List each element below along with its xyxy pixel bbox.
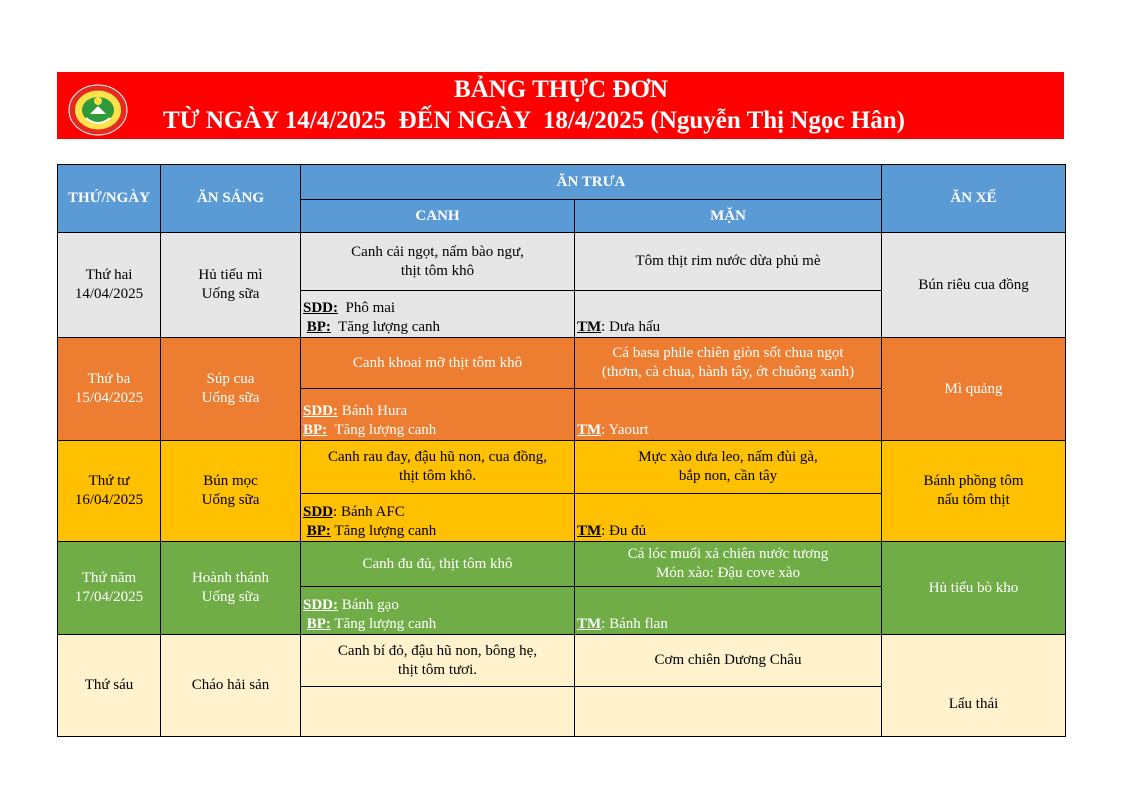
savory-cell: Tôm thịt rim nước dừa phủ mè: [575, 233, 882, 291]
day-cell: Thứ sáu: [58, 635, 161, 737]
table-row: [58, 542, 1066, 587]
menu-table-container: [57, 164, 1065, 712]
header-soup: CANH: [301, 200, 575, 233]
soup-cell: Canh cải ngọt, nấm bào ngư, thịt tôm khô: [301, 233, 575, 291]
header-breakfast: ĂN SÁNG: [161, 165, 301, 233]
soup-cell: Canh rau đay, đậu hũ non, cua đồng, thịt tôm khô.: [301, 441, 575, 494]
breakfast-cell: Cháo hải sản: [161, 635, 301, 737]
dessert-cell: [575, 687, 882, 737]
dessert-cell: TM: Yaourt: [575, 389, 882, 441]
soup-extra-cell: SDD: Phô mai BP: Tăng lượng canh: [301, 291, 575, 338]
snack-cell: Bún riêu cua đồng: [882, 233, 1066, 338]
day-cell: Thứ năm 17/04/2025: [58, 542, 161, 635]
savory-cell: Cơm chiên Dương Châu: [575, 635, 882, 687]
table-row: [58, 233, 1066, 291]
savory-cell: Cá basa phile chiên giòn sốt chua ngọt (thơm, cà chua, hành tây, ớt chuông xanh): [575, 338, 882, 389]
soup-extra-cell: SDD: Bánh gạo BP: Tăng lượng canh: [301, 587, 575, 635]
dessert-cell: TM: Đu đủ: [575, 494, 882, 542]
breakfast-cell: Súp cua Uống sữa: [161, 338, 301, 441]
soup-extra-cell: [301, 687, 575, 737]
day-cell: Thứ hai 14/04/2025: [58, 233, 161, 338]
header-day: THỨ/NGÀY: [58, 165, 161, 233]
soup-extra-cell: SDD: Bánh Hura BP: Tăng lượng canh: [301, 389, 575, 441]
table-row: [58, 441, 1066, 494]
savory-cell: Mực xào dưa leo, nấm đùi gà, bắp non, cần tây: [575, 441, 882, 494]
savory-cell: Cá lóc muối xả chiên nước tương Món xào: Đậu cove xào: [575, 542, 882, 587]
soup-cell: Canh bí đỏ, đậu hũ non, bông hẹ, thịt tôm tươi.: [301, 635, 575, 687]
table-row: [58, 635, 1066, 687]
menu-title: BẢNG THỰC ĐƠN: [454, 76, 668, 103]
menu-date-range: TỪ NGÀY 14/4/2025 ĐẾN NGÀY 18/4/2025 (Nguyễn Thị Ngọc Hân): [163, 107, 905, 134]
snack-cell: Hủ tiếu bò kho: [882, 542, 1066, 635]
header-savory: MẶN: [575, 200, 882, 233]
day-cell: Thứ tư 16/04/2025: [58, 441, 161, 542]
snack-cell: Lẩu thái: [882, 635, 1066, 737]
breakfast-cell: Bún mọc Uống sữa: [161, 441, 301, 542]
soup-extra-cell: SDD: Bánh AFC BP: Tăng lượng canh: [301, 494, 575, 542]
header-snack: ĂN XẾ: [882, 165, 1066, 233]
snack-cell: Mì quảng: [882, 338, 1066, 441]
day-cell: Thứ ba 15/04/2025: [58, 338, 161, 441]
breakfast-cell: Hoành thánh Uống sữa: [161, 542, 301, 635]
soup-cell: Canh khoai mỡ thịt tôm khô: [301, 338, 575, 389]
table-row: [58, 338, 1066, 389]
dessert-cell: TM: Bánh flan: [575, 587, 882, 635]
breakfast-cell: Hủ tiếu mì Uống sữa: [161, 233, 301, 338]
soup-cell: Canh đu đủ, thịt tôm khô: [301, 542, 575, 587]
snack-cell: Bánh phồng tôm nấu tôm thịt: [882, 441, 1066, 542]
dessert-cell: TM: Dưa hấu: [575, 291, 882, 338]
menu-table: [57, 164, 1066, 737]
header-lunch: ĂN TRƯA: [301, 165, 882, 200]
